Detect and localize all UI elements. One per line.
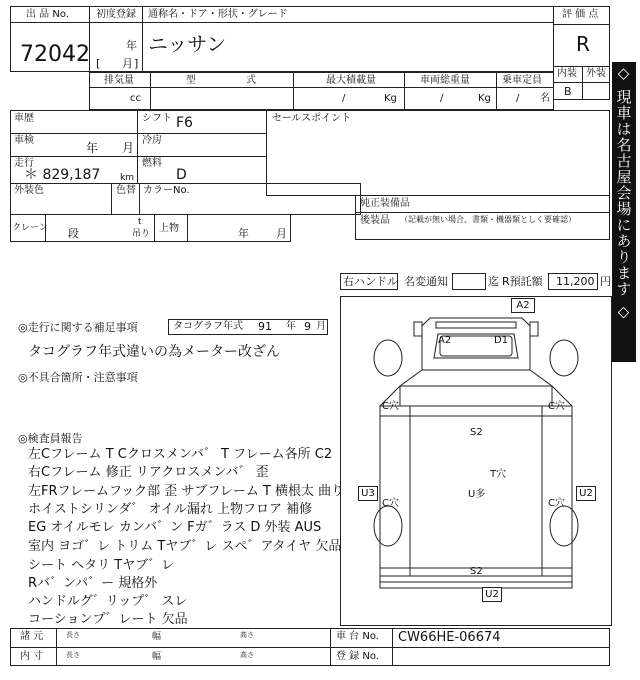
month-unit: 月 [122,57,133,70]
upper-year: 年 [238,227,249,240]
damage-label: C穴 [548,401,565,412]
upper-body-label: 上物 [159,223,179,234]
grade-label: 通称名・ドア・形状・グレード [148,9,288,20]
name-change-label: 名変通知 [404,275,448,288]
crane-hang: 吊り [132,229,151,239]
score-label: 評 価 点 [562,9,599,20]
equipment-label: 純正装備品 [360,198,410,209]
length-label: 長さ [66,651,80,659]
shift-label: シフト [142,113,172,124]
inspection-year: 年 [86,141,99,155]
interior-score: B [564,85,572,98]
month-bracket-close: ] [134,57,139,70]
spec-row [89,72,554,110]
supplement-text: タコグラフ年式違いの為メーター改ざん [28,344,280,360]
tachograph-month-unit: 月 [316,321,326,332]
tachograph-label: タコグラフ年式 [173,321,243,332]
crane-label: クレーン [12,223,48,233]
crane-ton: t [138,217,142,227]
mileage-unit: km [120,173,134,183]
steering-value: 右ハンドル [343,275,398,288]
aftermarket-note: （記載が無い場合、書類・機器類としく要確認） [400,215,576,224]
inspector-line: 左FRフレームフック部 歪 サブフレーム T 横根太 曲り [28,484,345,499]
color-change-label: 色替 [116,185,136,196]
chassis-label: 車 台 No. [336,631,379,642]
capacity-label: 乗車定員 [502,75,542,86]
recycle-tax-label: R預託額 [502,275,543,288]
deadline-label: 迄 [488,275,499,288]
defects-title: ◎不具合箇所・注意事項 [18,371,138,384]
history-label: 車歴 [14,113,34,124]
tachograph-month: 9 [304,320,311,333]
damage-label: A2 [438,335,452,346]
capacity-unit: 名 [540,93,550,104]
year-unit: 年 [126,39,137,52]
fuel-label: 燃料 [142,158,162,169]
gross-weight-unit: Kg [478,93,491,104]
inspector-line: 左Cフレーム T Cクロスメンバ゛ T フレーム各所 C2 [28,447,333,462]
month-bracket: [ [96,57,101,70]
inspector-line: コーションプ゛レート 欠品 [28,612,188,627]
inspection-month: 月 [122,141,135,155]
aftermarket-label: 後装品 [360,215,390,226]
max-load-slash: / [342,93,346,104]
damage-tag: U3 [358,486,378,501]
gross-weight-label: 車両総重量 [420,75,470,86]
damage-tag: U2 [482,587,502,602]
interior-label: 内装 [557,68,577,79]
damage-label: C穴 [382,401,399,412]
width-label: 幅 [152,652,162,662]
model-label-2: 式 [246,75,256,86]
crane-stage: 段 [68,227,79,240]
fuel-value: D [176,167,187,183]
cc-unit: cc [130,93,141,104]
lot-number-label: 出 品 No. [26,9,69,20]
damage-label: T穴 [490,469,507,480]
inspector-line: 室内 ヨゴ゛レ トリム Tヤブ゛レ スペ゛アタイヤ 欠品 [28,539,342,554]
max-load-label: 最大積載量 [326,75,376,86]
color-code-label: カラーNo. [143,185,190,196]
sales-point-label: セールスポイント [272,113,352,124]
inspector-title: ◎検査員報告 [18,432,83,445]
shift-value: F6 [176,115,193,131]
lot-number-value: 72042 [20,42,90,67]
tachograph-year-unit: 年 [286,321,296,332]
mileage-value: ＊ 829,187 [24,167,101,183]
first-registration-label: 初度登録 [96,9,136,20]
inspector-line: Rバ゛ンパ゛ー 規格外 [28,576,158,591]
damage-label-c-hole-right: C穴 [548,498,565,509]
max-load-unit: Kg [384,93,397,104]
damage-label: S2 [470,566,483,577]
displacement-label: 排気量 [104,75,134,86]
inspector-line: シート ヘタリ Tヤブ゛レ [28,558,175,573]
chassis-value: CW66HE-06674 [398,630,501,645]
venue-text: ◇ 現車は名古屋会場にあります ◇ [614,64,633,322]
ext-color-label: 外装色 [14,185,44,196]
width-label: 幅 [152,632,162,642]
damage-tag: A2 [511,298,535,313]
inspector-line: EG オイルモレ カンバ゛ン Fガ゛ラス D 外装 AUS [28,520,322,535]
score-value: R [576,32,590,56]
name-change-box [452,273,486,290]
inspector-line: 右Cフレーム 修正 リアクロスメンバ゛ 歪 [28,465,269,480]
mileage-label: 走行 [14,158,34,169]
inner-dims-label: 内 寸 [20,651,44,662]
inspector-line: ホイストシリンダ゛ オイル漏れ 上物フロア 補修 [28,502,313,517]
inspection-label: 車検 [14,135,34,146]
ac-label: 冷房 [142,135,162,146]
damage-label: D1 [494,335,509,346]
recycle-tax-value: 11,200 [556,275,595,288]
damage-label: S2 [470,427,483,438]
height-label: 高さ [240,651,254,659]
gross-weight-slash: / [440,93,444,104]
yen-unit: 円 [600,275,611,288]
damage-tag: U2 [576,486,596,501]
damage-label-c-hole-left: C穴 [382,498,399,509]
upper-month: 月 [276,227,287,240]
venue-sidebar [612,62,636,362]
damage-label: U多 [468,489,486,500]
supplement-title: ◎走行に関する補足事項 [18,321,138,334]
inspector-line: ハンドルグ゛リップ゛ スレ [28,594,188,609]
length-label: 長さ [66,631,80,639]
tachograph-year: 91 [258,320,272,333]
model-label: 型 [186,75,196,86]
specs-label: 諸 元 [20,631,44,642]
registration-label: 登 録 No. [336,651,379,662]
maker-name: ニッサン [148,32,227,56]
capacity-slash: / [516,93,520,104]
height-label: 高さ [240,631,254,639]
exterior-label: 外装 [586,68,606,79]
